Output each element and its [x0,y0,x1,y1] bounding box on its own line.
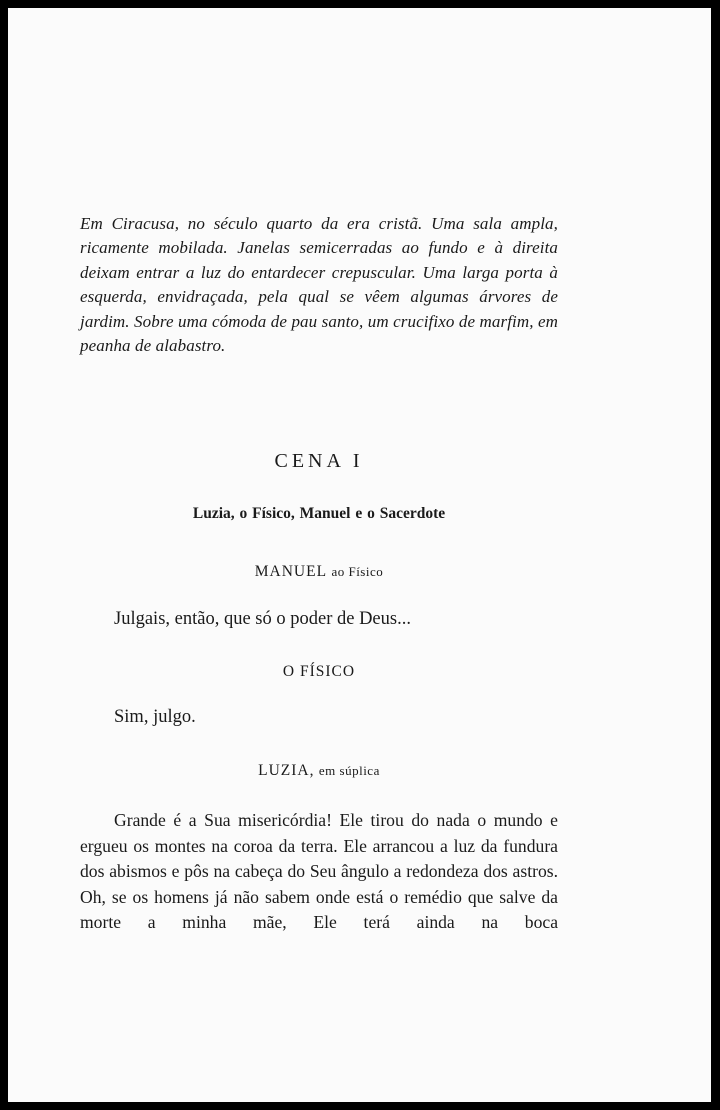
character-list: Luzia, o Físico, Manuel e o Sacerdote [192,505,446,522]
book-page [8,8,711,1102]
speaker-name: MANUEL [254,563,328,580]
speech-fisico: Sim, julgo. [114,707,196,727]
stage-direction: Em Ciracusa, no século quarto da era cristã. Uma sala ampla, ricamente mobilada. Janelas semicerradas ao fundo e à direita deixam entrar a luz do entardecer crepuscular. Uma larga porta à esquerda, envidraçada, pela qual se vêem algumas árvores de jardim. Sobre uma cómoda de pau santo, um crucifixo de marfim, em peanha de alabastro. [80,214,558,356]
speech-manuel: Julgais, então, que só o poder de Deus... [114,609,411,629]
speaker-manuel [80,563,558,581]
speaker-name: LUZIA, [258,762,315,779]
stage-note: ao Físico [331,564,384,579]
scene-title: CENA I [274,450,364,472]
speech-luzia: Grande é a Sua misericórdia! Ele tirou do nada o mundo e ergueu os montes na coroa da terra. Ele arrancou a luz da fundura dos abismos e pôs na cabeça do Seu ângulo a redondeza dos astros. Oh, se os homens já não sabem onde está o remédio que salve da morte a minha mãe, Ele terá ainda na boca [80,810,558,933]
speaker-luzia [80,762,558,780]
stage-note: em súplica [318,763,380,778]
speaker-name: O FÍSICO [282,663,356,680]
speaker-fisico [80,663,558,681]
